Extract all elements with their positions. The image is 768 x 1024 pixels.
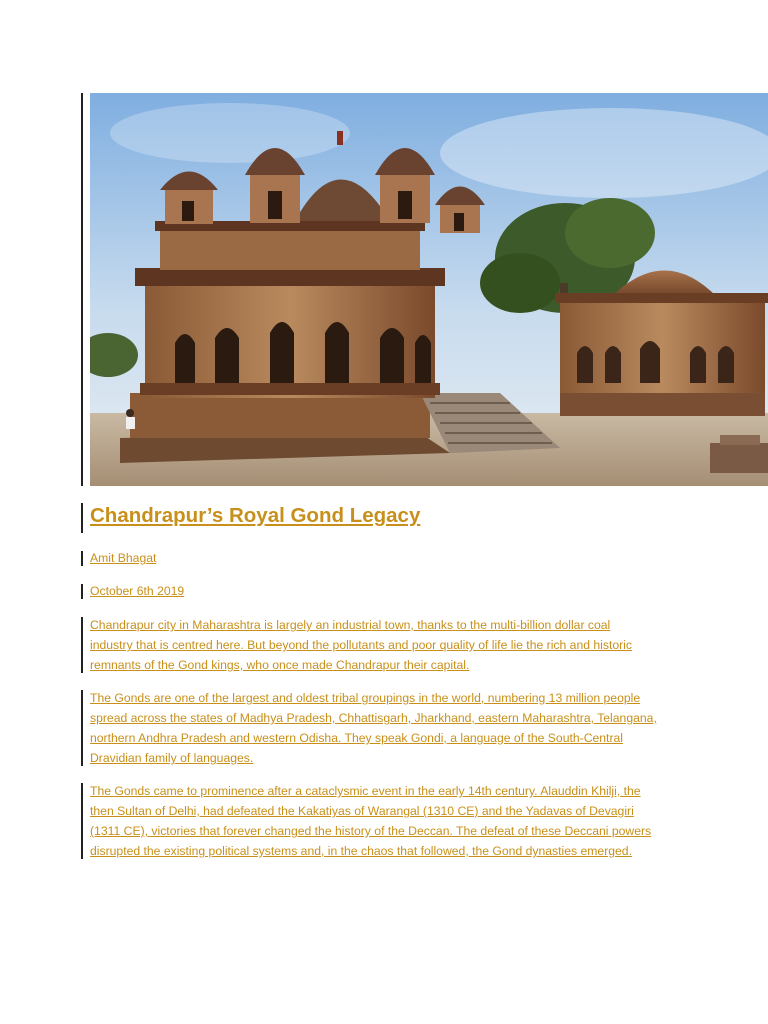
change-bar — [81, 617, 83, 673]
paragraph-line: (1311 CE), victories that forever changed the history of the Deccan. The defeat of these Deccani powers — [90, 824, 652, 838]
article-title[interactable]: Chandrapur’s Royal Gond Legacy — [90, 504, 421, 527]
article-date[interactable]: October 6th 2019 — [90, 584, 185, 598]
change-bar — [81, 584, 83, 599]
paragraph-line: northern Andhra Pradesh and western Odisha. They speak Gondi, a language of the South-Central — [90, 731, 623, 745]
change-bar — [81, 690, 83, 766]
article-author[interactable]: Amit Bhagat — [90, 551, 157, 565]
temple-photo — [90, 93, 768, 486]
paragraph-2[interactable] — [90, 688, 690, 768]
change-bar — [81, 783, 83, 859]
paragraph-1[interactable] — [90, 615, 690, 675]
paragraph-line: Dravidian family of languages. — [90, 751, 254, 765]
change-bar — [81, 503, 83, 533]
paragraph-line: Chandrapur city in Maharashtra is largely an industrial town, thanks to the multi-billion dollar coal — [90, 618, 611, 632]
paragraph-3[interactable] — [90, 781, 690, 861]
paragraph-line: spread across the states of Madhya Pradesh, Chhattisgarh, Jharkhand, eastern Maharashtra, Telangana, — [90, 711, 657, 725]
change-bar — [81, 551, 83, 566]
paragraph-line: industry that is centred here. But beyond the pollutants and poor quality of life lie the rich and historic — [90, 638, 632, 652]
paragraph-line: The Gonds are one of the largest and oldest tribal groupings in the world, numbering 13 million people — [90, 691, 641, 705]
paragraph-line: The Gonds came to prominence after a cataclysmic event in the early 14th century. Alauddin Khilji, the — [90, 784, 641, 798]
paragraph-line: remnants of the Gond kings, who once made Chandrapur their capital. — [90, 658, 470, 672]
change-bar — [81, 93, 83, 486]
paragraph-line: disrupted the existing political systems and, in the chaos that followed, the Gond dynasties emerged. — [90, 844, 632, 858]
paragraph-line: then Sultan of Delhi, had defeated the Kakatiyas of Warangal (1310 CE) and the Yadavas of Devagiri — [90, 804, 634, 818]
